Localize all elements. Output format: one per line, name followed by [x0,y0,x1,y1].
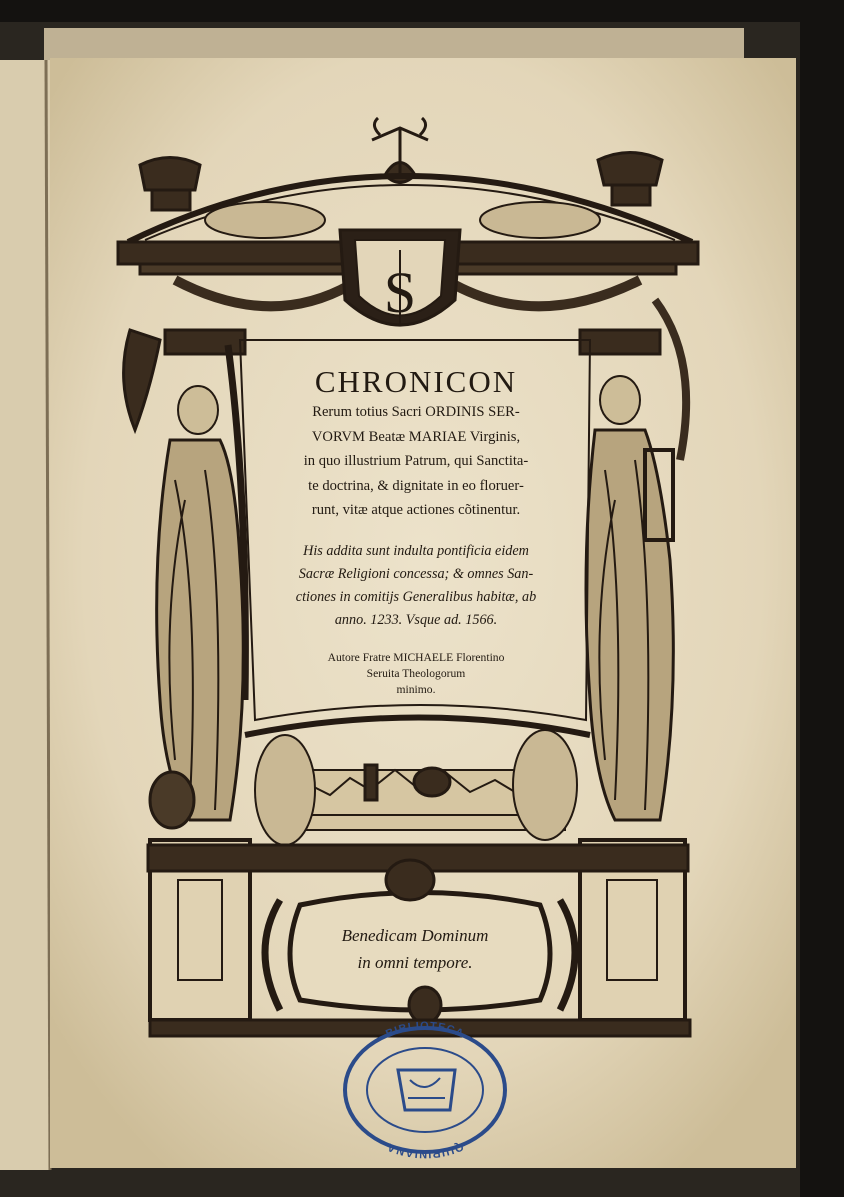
page-stack-edge [44,28,744,60]
title-body-line: VORVM Beatæ MARIAE Virginis, [311,428,521,445]
motto-text [300,922,530,976]
left-page-edge [0,60,50,1170]
left-putto-lower [255,735,315,845]
author-line: Seruita Theologorum [366,667,466,680]
stamp-bottom-text: QUIRINIANA [384,1140,466,1160]
motto-line: in omni tempore. [357,953,473,972]
mask-ornament [386,860,434,900]
title-body-line: runt, vitæ atque actiones cõtinentur. [311,502,521,518]
additions-line: ctiones in comitijs Generalibus habitæ, ab [295,589,537,605]
title-body-line: in quo illustrium Patrum, qui Sanctita- [303,453,529,469]
additions-paragraph [262,540,570,632]
title-body-line: te doctrina, & dignitate in eo floruer- [308,477,524,494]
author-line: minimo. [396,683,436,696]
right-putto-pediment [480,202,600,238]
stamp-top-text: BIBLIOTECA [384,1020,466,1041]
author-line: Autore Fratre MICHAELE Florentino [327,651,505,664]
shield-monogram: S [383,260,417,325]
left-vase [150,772,194,828]
author-credit [262,650,570,698]
title-body-line: Rerum totius Sacri ORDINIS SER- [312,404,520,420]
additions-line: His addita sunt indulta pontificia eidem [303,543,529,559]
title-body [262,400,570,523]
additions-line: anno. 1233. Vsque ad. 1566. [334,612,498,628]
additions-line: Sacræ Religioni concessa; & omnes San- [298,566,534,582]
left-putto-pediment [205,202,325,238]
book-title: CHRONICON [314,364,518,399]
right-putto-lower [513,730,577,840]
motto-line: Benedicam Dominum [341,926,489,945]
